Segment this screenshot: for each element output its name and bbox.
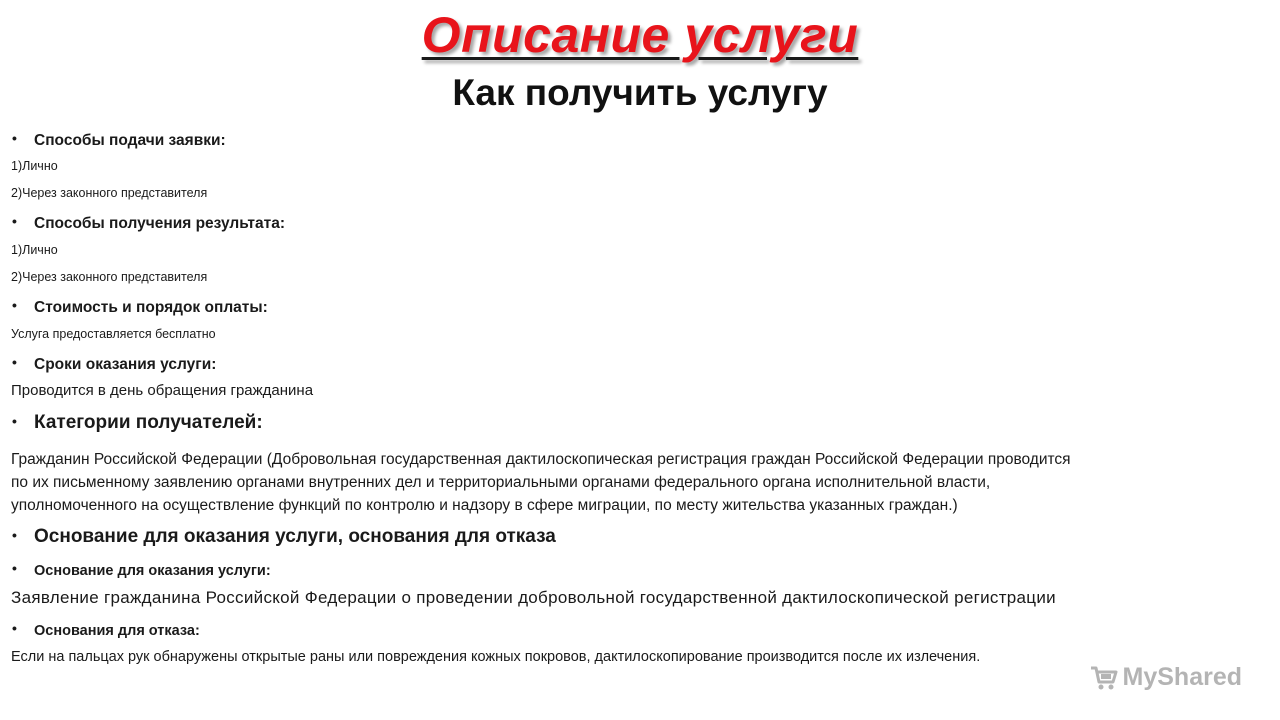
bullet-icon: •: [12, 130, 17, 146]
slide-title: Описание услуги: [421, 7, 859, 63]
recipients-text-line: Гражданин Российской Федерации (Добровольная государственная дактилоскопическая регистрация граждан Российской Федерации проводится: [11, 451, 1071, 468]
result-item-1: 1)Лично: [11, 243, 58, 257]
slide-subtitle: Как получить услугу: [452, 72, 828, 113]
cost-heading: • Стоимость и порядок оплаты:: [12, 297, 268, 316]
watermark: [1089, 663, 1242, 692]
submit-methods-heading: • Способы подачи заявки:: [12, 130, 226, 149]
bullet-icon: •: [12, 527, 17, 543]
recipients-text-line: по их письменному заявлению органами внутренних дел и территориальными органами федерального органа исполнительной власти,: [11, 474, 991, 491]
result-methods-heading: • Способы получения результата:: [12, 213, 286, 232]
submit-item-2: 2)Через законного представителя: [11, 186, 208, 200]
cost-text: Услуга предоставляется бесплатно: [11, 327, 216, 341]
terms-heading: • Сроки оказания услуги:: [12, 354, 217, 373]
basis-text: Заявление гражданина Российской Федерации о проведении добровольной государственной дактилоскопической регистрации: [11, 588, 1056, 607]
recipients-heading: • Категории получателей:: [12, 412, 263, 433]
recipients-text: [11, 448, 1196, 517]
refusal-heading: • Основания для отказа:: [12, 620, 200, 639]
recipients-text-line: уполномоченного на осуществление функций по контролю и надзору в сфере миграции, по месту жительства указанных граждан.): [11, 497, 958, 514]
basis-heading: • Основание для оказания услуги, основания для отказа: [12, 526, 556, 547]
bullet-icon: •: [12, 354, 17, 370]
result-item-2: 2)Через законного представителя: [11, 270, 208, 284]
basis-sub-heading: • Основание для оказания услуги:: [12, 560, 271, 579]
submit-item-1: 1)Лично: [11, 159, 58, 173]
bullet-icon: •: [12, 297, 17, 313]
watermark-text: MyShared: [1122, 663, 1242, 691]
refusal-text: Если на пальцах рук обнаружены открытые раны или повреждения кожных покровов, дактилоскопирование производится после их излечения.: [11, 649, 981, 665]
bullet-icon: •: [12, 620, 17, 636]
cart-icon: [1089, 664, 1119, 692]
bullet-icon: •: [12, 213, 17, 229]
bullet-icon: •: [12, 413, 17, 429]
terms-text: Проводится в день обращения гражданина: [11, 382, 314, 399]
bullet-icon: •: [12, 560, 17, 576]
